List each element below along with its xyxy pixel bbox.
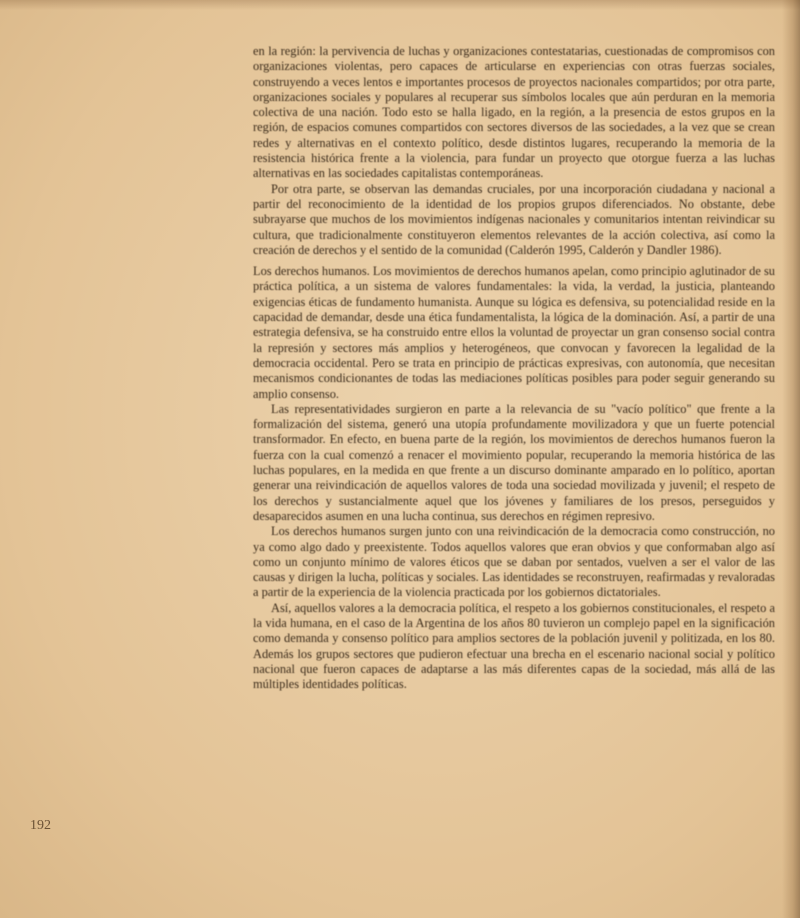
- page-spine-shadow: [782, 0, 800, 918]
- page-number: 192: [30, 818, 51, 833]
- paragraph-6: Así, aquellos valores a la democracia política, el respeto a los gobiernos constitucionales, el respeto a la vida humana, en el caso de la Argentina de los años 80 tuvieron un complejo papel en la significación como demanda y consenso político para amplios sectores de la población juvenil y politizada, en los 80. Además los grupos sectores que pudieron efectuar una brecha en el escenario nacional social y político nacional que fueron capaces de adaptarse a las más diferentes capas de la sociedad, más allá de las múltiples identidades políticas.: [253, 600, 775, 692]
- paragraph-3: Los derechos humanos. Los movimientos de derechos humanos apelan, como principio aglutinador de su práctica política, a un sistema de valores fundamentales: la vida, la verdad, la justicia, planteando exigencias éticas de fundamento humanista. Aunque su lógica es defensiva, su potencialidad reside en la capacidad de demandar, desde una ética fundamentalista, la lógica de la dominación. Así, a partir de una estrategia defensiva, se ha construido entre ellos la voluntad de proyectar un gran consenso social contra la represión y sectores más amplios y heterogéneos, que convocan y favorecen la legalidad de la democracia occidental. Pero se trata en principio de prácticas expresivas, con autonomía, que necesitan mecanismos condicionantes de todas las mediaciones políticas posibles para poder seguir generando su amplio consenso.: [253, 264, 775, 401]
- paragraph-5: Los derechos humanos surgen junto con una reivindicación de la democracia como construcción, no ya como algo dado y preexistente. Todos aquellos valores que eran obvios y que conformaban algo así como un conjunto mínimo de valores éticos que se daban por sentados, vuelven a ser el valor de las causas y dirigen la lucha, políticas y sociales. Las identidades se reconstruyen, reafirmadas y revaloradas a partir de la experiencia de la violencia practicada por los gobiernos dictatoriales.: [253, 524, 775, 600]
- paragraph-2: Por otra parte, se observan las demandas cruciales, por una incorporación ciudadana y nacional a partir del reconocimiento de la identidad de los propios grupos diferenciados. No obstante, debe subrayarse que muchos de los movimientos indígenas nacionales y comunitarios intentan reivindicar su cultura, que tradicionalmente constituyeron elementos relevantes de la acción colectiva, así como la creación de derechos y el sentido de la comunidad (Calderón 1995, Calderón y Dandler 1986).: [253, 181, 775, 257]
- paragraph-1: en la región: la pervivencia de luchas y organizaciones contestatarias, cuestionadas de compromisos con organizaciones violentas, pero capaces de articularse en experiencias con otras fuerzas sociales, construyendo a veces lentos e importantes procesos de proyectos nacionales compartidos; por otra parte, organizaciones sociales y populares al recuperar sus símbolos locales que aún perduran en la memoria colectiva de una nación. Todo esto se halla ligado, en la región, a la presencia de estos grupos en la región, de espacios comunes compartidos con sectores diversos de las sociedades, a la vez que se crean redes y alternativas en el contexto político, desde distintos lugares, recuperando la memoria de la resistencia histórica frente a la violencia, para fundar un proyecto que otorgue fuerza a las luchas alternativas en las sociedades capitalistas contemporáneas.: [253, 44, 775, 181]
- page-top-shadow: [0, 0, 800, 10]
- paragraph-4: Las representatividades surgieron en parte a la relevancia de su "vacío político" que frente a la formalización del sistema, generó una utopía profundamente movilizadora y que un fuerte potencial transformador. En efecto, en buena parte de la región, los movimientos de derechos humanos fueron la fuerza con la cual comenzó a renacer el movimiento popular, recuperando la memoria histórica de las luchas populares, en la medida en que frente a un discurso dominante amparado en lo político, aportan generar una reivindicación de aquellos valores de toda una sociedad movilizada y juvenil; el respeto de los derechos y sustancialmente aquel que los jóvenes y familiares de los presos, perseguidos y desaparecidos asumen en una lucha continua, sus derechos en régimen represivo.: [253, 401, 775, 523]
- body-text: [253, 44, 775, 692]
